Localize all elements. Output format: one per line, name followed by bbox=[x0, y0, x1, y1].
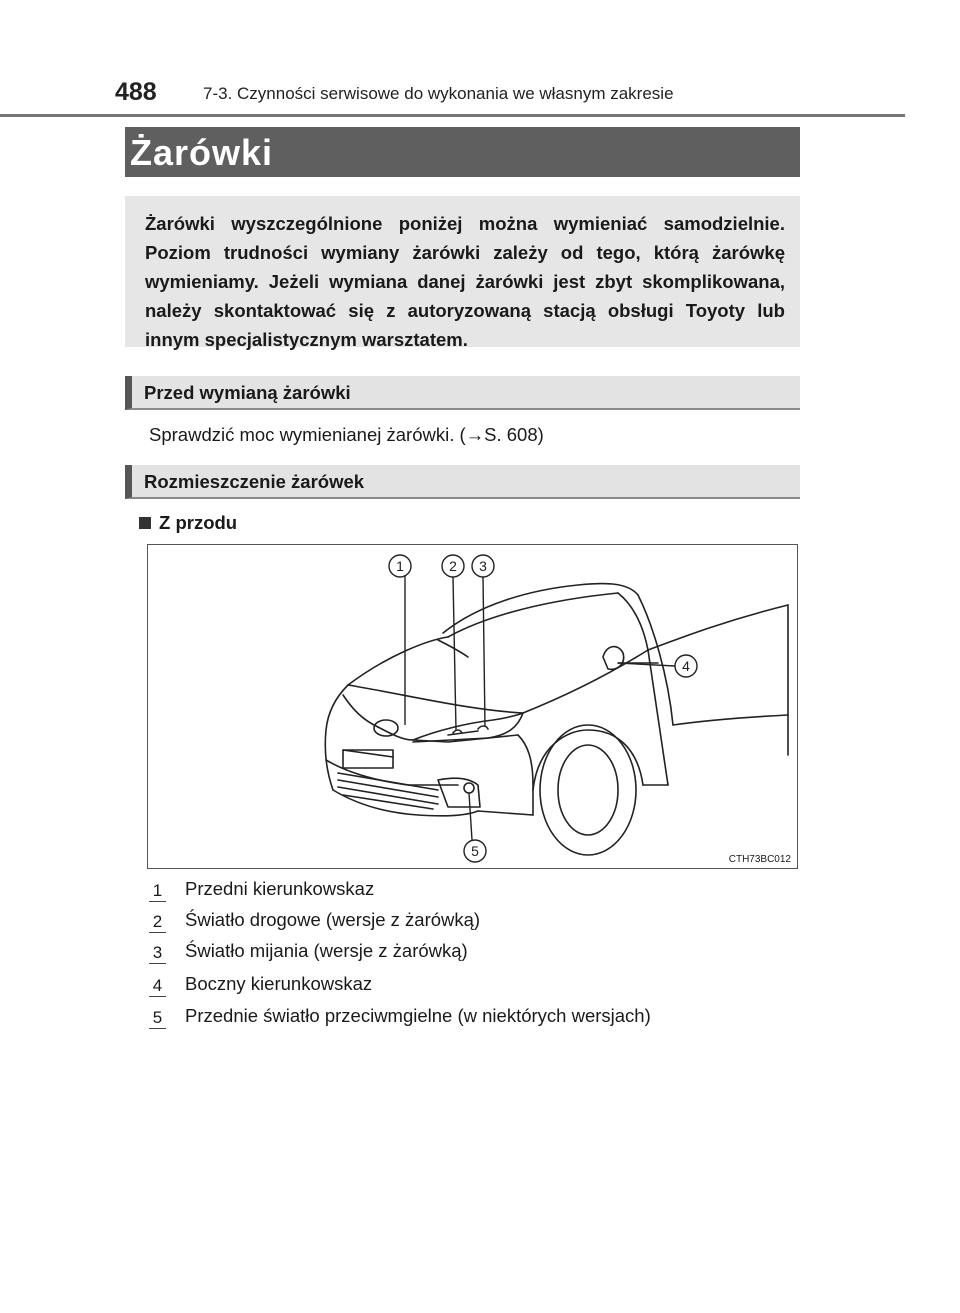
legend-number: 2 bbox=[149, 911, 166, 933]
legend-number: 1 bbox=[149, 880, 166, 902]
legend-label: Światło mijania (wersje z żarówką) bbox=[185, 940, 468, 961]
square-bullet-icon bbox=[139, 517, 151, 529]
intro-text: Żarówki wyszczególnione poniżej można wymieniać samodzielnie. Poziom trudności wymiany żarówki zależy od tego, którą żarówkę wymieniamy. Jeżeli wymiana danej żarówki jest zbyt skomplikowana, należy skontaktować się z autoryzowaną stacją obsługi Toyoty lub innym specjalistycznym warsztatem. bbox=[145, 213, 785, 350]
section-heading-layout bbox=[125, 465, 800, 499]
legend-number: 4 bbox=[149, 975, 166, 997]
page-title: Żarówki bbox=[130, 132, 274, 173]
figure-callout: 3 bbox=[479, 558, 487, 574]
subheading-front bbox=[139, 512, 237, 534]
figure-callout: 2 bbox=[449, 558, 457, 574]
legend-number: 3 bbox=[149, 942, 166, 964]
figure-callout: 1 bbox=[396, 558, 404, 574]
section-heading-before-label: Przed wymianą żarówki bbox=[144, 382, 351, 403]
legend-label: Światło drogowe (wersje z żarówką) bbox=[185, 909, 481, 930]
intro-box bbox=[125, 196, 800, 350]
figure-callout: 5 bbox=[471, 843, 479, 859]
page-title-bar bbox=[125, 127, 800, 177]
figure-callout: 4 bbox=[682, 658, 690, 674]
page-header bbox=[0, 78, 905, 117]
subheading-front-label: Z przodu bbox=[159, 512, 238, 533]
legend-label: Boczny kierunkowskaz bbox=[185, 973, 373, 994]
car-front-figure bbox=[147, 544, 798, 869]
check-power-text: Sprawdzić moc wymienianej żarówki. (→S. 608) bbox=[149, 424, 544, 445]
running-title: 7-3. Czynności serwisowe do wykonania we własnym zakresie bbox=[203, 84, 674, 103]
legend-label: Przednie światło przeciwmgielne (w niektórych wersjach) bbox=[185, 1005, 651, 1026]
car-illustration bbox=[148, 545, 797, 868]
section-heading-layout-label: Rozmieszczenie żarówek bbox=[144, 471, 365, 492]
figure-code: CTH73BC012 bbox=[728, 854, 791, 865]
section-heading-before bbox=[125, 376, 800, 410]
legend-label: Przedni kierunkowskaz bbox=[185, 878, 375, 899]
page-number: 488 bbox=[115, 78, 157, 106]
legend-number: 5 bbox=[149, 1007, 166, 1029]
